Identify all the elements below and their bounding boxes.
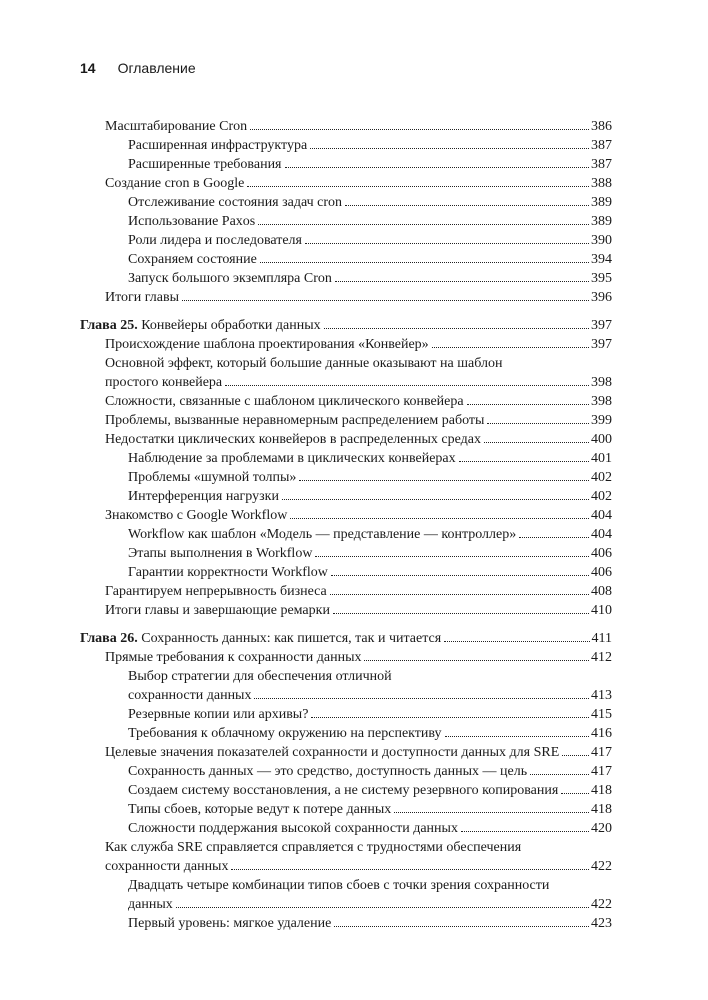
toc-entry-title-line: Как служба SRE справляется справляется с трудностями обеспечения	[105, 840, 522, 855]
dot-leader	[260, 262, 589, 263]
toc-entry[interactable]	[80, 743, 612, 762]
toc-entry[interactable]	[80, 819, 612, 838]
toc-page-number: 398	[591, 394, 612, 409]
toc-entry-text: Сохраняем состояние	[128, 252, 257, 267]
toc-page-number: 399	[591, 413, 612, 428]
toc-entry[interactable]	[80, 648, 612, 667]
toc-entry-title	[105, 117, 247, 136]
toc-entry[interactable]	[80, 354, 612, 392]
toc-entry-title	[128, 250, 257, 269]
toc-entry-text: Целевые значения показателей сохранности и доступности данных для SRE	[105, 745, 560, 760]
dot-leader	[459, 461, 589, 462]
dot-leader	[519, 537, 589, 538]
toc-entry[interactable]	[80, 449, 612, 468]
toc-page-number: 417	[591, 764, 612, 779]
toc-page-number: 418	[591, 783, 612, 798]
toc-page-number: 406	[591, 546, 612, 561]
toc-entry-text: Первый уровень: мягкое удаление	[128, 916, 332, 931]
toc-entry-text: Наблюдение за проблемами в циклических конвейерах	[128, 451, 456, 466]
toc-entry-title	[128, 563, 328, 582]
toc-entry-title	[128, 724, 442, 743]
dot-leader	[290, 518, 589, 519]
toc-entry[interactable]	[80, 724, 612, 743]
header-title: Оглавление	[117, 60, 196, 76]
dot-leader	[285, 167, 590, 168]
toc-entry-text: Запуск большого экземпляра Cron	[128, 271, 332, 286]
toc-entry-title	[105, 857, 228, 876]
toc-entry-title	[128, 819, 458, 838]
toc-entry-title	[128, 525, 516, 544]
toc-entry-title	[105, 411, 484, 430]
toc-entry-text: Конвейеры обработки данных	[141, 318, 321, 333]
toc-entry[interactable]	[80, 193, 612, 212]
toc-page-number: 400	[591, 432, 612, 447]
toc-entry-title-line: Двадцать четыре комбинации типов сбоев с точки зрения сохранности	[128, 878, 550, 893]
toc-entry-text: простого конвейера	[105, 375, 223, 390]
toc-entry-text: Создаем систему восстановления, а не систему резервного копирования	[128, 783, 559, 798]
toc-page-number: 401	[591, 451, 612, 466]
toc-page-number: 408	[591, 584, 612, 599]
toc-entry[interactable]	[80, 468, 612, 487]
toc-entry[interactable]	[80, 705, 612, 724]
toc-page-number: 413	[591, 688, 612, 703]
toc-page-number: 416	[591, 726, 612, 741]
toc-entry[interactable]	[80, 876, 612, 914]
toc-page-number: 395	[591, 271, 612, 286]
toc-entry-last-line	[128, 895, 612, 914]
dot-leader	[282, 499, 589, 500]
toc-page-number: 415	[591, 707, 612, 722]
toc-entry-text: Итоги главы	[105, 290, 180, 305]
toc-entry[interactable]	[80, 667, 612, 705]
toc-page-number: 422	[591, 897, 612, 912]
dot-leader	[487, 423, 589, 424]
toc-entry-text: Сложности, связанные с шаблоном циклического конвейера	[105, 394, 464, 409]
toc-entry-title	[105, 430, 481, 449]
dot-leader	[334, 926, 589, 927]
toc-page-number: 389	[591, 214, 612, 229]
toc-entry[interactable]	[80, 506, 612, 525]
toc-entry-text: Резервные копии или архивы?	[128, 707, 309, 722]
toc-entry[interactable]	[80, 762, 612, 781]
toc-entry-title	[105, 582, 327, 601]
dot-leader	[444, 641, 589, 642]
toc-entry[interactable]	[80, 487, 612, 506]
toc-entry-title	[128, 269, 332, 288]
toc-entry[interactable]	[80, 269, 612, 288]
toc-entry-title	[128, 136, 307, 155]
dot-leader	[231, 869, 589, 870]
dot-leader	[445, 736, 589, 737]
toc-entry-text: Требования к облачному окружению на перспективу	[128, 726, 442, 741]
toc-entry-title-line: Основной эффект, который большие данные оказывают на шаблон	[105, 356, 503, 371]
dot-leader	[333, 613, 589, 614]
toc-entry[interactable]	[80, 563, 612, 582]
toc-page-number: 390	[591, 233, 612, 248]
toc-entry-title	[128, 193, 342, 212]
toc-entry-last-line	[105, 373, 612, 392]
dot-leader	[345, 205, 589, 206]
toc-entry-text: Итоги главы и завершающие ремарки	[105, 603, 330, 618]
toc-entry-text: Гарантируем непрерывность бизнеса	[105, 584, 327, 599]
page-number: 14	[80, 60, 96, 76]
toc-entry[interactable]	[80, 781, 612, 800]
dot-leader	[250, 129, 589, 130]
toc-page-number: 404	[591, 527, 612, 542]
toc-page-number: 420	[591, 821, 612, 836]
toc-entry[interactable]	[80, 525, 612, 544]
toc-page-number: 397	[591, 318, 612, 333]
toc-entry[interactable]	[80, 601, 612, 620]
toc-entry-text: Роли лидера и последователя	[128, 233, 302, 248]
dot-leader	[310, 148, 589, 149]
toc-entry-text: Типы сбоев, которые ведут к потере данных	[128, 802, 392, 817]
toc-entry-title	[105, 174, 244, 193]
toc-entry-last-line	[128, 686, 612, 705]
toc-entry-title	[128, 231, 302, 250]
dot-leader	[324, 328, 589, 329]
toc-page-number: 402	[591, 470, 612, 485]
toc-entry-text: Масштабирование Cron	[105, 119, 248, 134]
toc-entry-title	[80, 629, 441, 648]
dot-leader	[311, 717, 589, 718]
toc-entry-title	[128, 705, 308, 724]
toc-entry[interactable]	[80, 155, 612, 174]
toc-entry-title	[105, 601, 330, 620]
toc-entry-text: Расширенные требования	[128, 157, 282, 172]
toc-entry[interactable]	[80, 117, 612, 136]
toc-page-number: 422	[591, 859, 612, 874]
dot-leader	[484, 442, 589, 443]
dot-leader	[530, 774, 589, 775]
toc-entry-title	[105, 373, 222, 392]
toc-entry[interactable]	[80, 212, 612, 231]
dot-leader	[394, 812, 589, 813]
toc-entry-title	[105, 506, 287, 525]
toc-entry[interactable]	[80, 838, 612, 876]
toc-page-number: 406	[591, 565, 612, 580]
toc-entry-text: Проблемы «шумной толпы»	[128, 470, 297, 485]
toc-entry-title-line: Выбор стратегии для обеспечения отличной	[128, 669, 392, 684]
toc-entry-text: Сохранность данных: как пишется, так и читается	[141, 631, 442, 646]
dot-leader	[182, 300, 589, 301]
toc-entry-title	[128, 544, 312, 563]
dot-leader	[335, 281, 589, 282]
dot-leader	[364, 660, 589, 661]
toc-page-number: 404	[591, 508, 612, 523]
toc-page-number: 397	[591, 337, 612, 352]
toc-entry-title	[128, 212, 255, 231]
toc-entry-text: Создание cron в Google	[105, 176, 245, 191]
toc-entry-text: Проблемы, вызванные неравномерным распределением работы	[105, 413, 485, 428]
dot-leader	[432, 347, 589, 348]
toc-entry-title	[128, 487, 279, 506]
toc-entry-text: Сохранность данных — это средство, доступность данных — цель	[128, 764, 528, 779]
toc-chapter-entry[interactable]	[80, 316, 612, 335]
toc-entry[interactable]	[80, 392, 612, 411]
toc-entry-text: Интерференция нагрузки	[128, 489, 279, 504]
toc-entry-title	[128, 686, 251, 705]
toc-entry-text: Прямые требования к сохранности данных	[105, 650, 362, 665]
dot-leader	[467, 404, 589, 405]
toc-page-number: 396	[591, 290, 612, 305]
toc-entry-text: Недостатки циклических конвейеров в распределенных средах	[105, 432, 481, 447]
toc-entry[interactable]	[80, 914, 612, 933]
chapter-label: Глава 25.	[80, 318, 138, 333]
toc-page-number: 410	[591, 603, 612, 618]
dot-leader	[258, 224, 589, 225]
toc-page-number: 418	[591, 802, 612, 817]
toc-entry[interactable]	[80, 136, 612, 155]
chapter-label: Глава 26.	[80, 631, 138, 646]
toc-entry-title	[105, 392, 464, 411]
toc-page-number: 387	[591, 157, 612, 172]
toc-entry-title	[105, 743, 559, 762]
running-header	[80, 58, 196, 78]
toc-entry-title	[128, 914, 331, 933]
toc-entry[interactable]	[80, 231, 612, 250]
toc-entry-title	[128, 800, 391, 819]
toc-page-number: 423	[591, 916, 612, 931]
dot-leader	[305, 243, 589, 244]
toc-entry[interactable]	[80, 544, 612, 563]
toc-entry-title	[128, 155, 282, 174]
toc-entry-text: Знакомство с Google Workflow	[105, 508, 288, 523]
toc-page-number: 412	[591, 650, 612, 665]
toc-entry-title	[105, 335, 429, 354]
toc-entry-text: Расширенная инфраструктура	[128, 138, 308, 153]
toc-chapter-entry[interactable]	[80, 629, 612, 648]
toc-entry-text: Гарантии корректности Workflow	[128, 565, 328, 580]
toc-entry-last-line	[105, 857, 612, 876]
toc-entry[interactable]	[80, 288, 612, 307]
toc-page-number: 386	[591, 119, 612, 134]
toc-entry-title	[128, 468, 296, 487]
dot-leader	[247, 186, 589, 187]
toc-entry[interactable]	[80, 335, 612, 354]
toc-entry[interactable]	[80, 800, 612, 819]
toc-entry-text: Workflow как шаблон «Модель — представление — контроллер»	[128, 527, 517, 542]
toc-entry-title	[80, 316, 321, 335]
toc-entry[interactable]	[80, 430, 612, 449]
toc-page-number: 394	[591, 252, 612, 267]
dot-leader	[561, 793, 589, 794]
toc-entry[interactable]	[80, 411, 612, 430]
dot-leader	[176, 907, 589, 908]
dot-leader	[254, 698, 589, 699]
dot-leader	[331, 575, 589, 576]
toc-entry-title	[105, 288, 179, 307]
toc-entry-text: сохранности данных	[128, 688, 252, 703]
dot-leader	[315, 556, 589, 557]
toc-page-number: 402	[591, 489, 612, 504]
toc-entry-text: Отслеживание состояния задач cron	[128, 195, 343, 210]
toc-entry-text: сохранности данных	[105, 859, 229, 874]
toc-entry-text: данных	[128, 897, 173, 912]
toc-page-number: 417	[591, 745, 612, 760]
toc-entry-title	[128, 449, 456, 468]
toc-page-number: 389	[591, 195, 612, 210]
toc-entry-title	[128, 895, 173, 914]
toc-page-number: 398	[591, 375, 612, 390]
toc-entry[interactable]	[80, 250, 612, 269]
toc-entry-title	[128, 762, 527, 781]
toc-page-number: 388	[591, 176, 612, 191]
dot-leader	[461, 831, 589, 832]
toc-page-number: 387	[591, 138, 612, 153]
table-of-contents	[80, 117, 612, 933]
toc-entry[interactable]	[80, 174, 612, 193]
toc-entry-text: Этапы выполнения в Workflow	[128, 546, 313, 561]
toc-entry[interactable]	[80, 582, 612, 601]
dot-leader	[299, 480, 589, 481]
toc-entry-title	[128, 781, 558, 800]
dot-leader	[330, 594, 589, 595]
toc-entry-title	[105, 648, 361, 667]
dot-leader	[225, 385, 589, 386]
toc-entry-text: Сложности поддержания высокой сохранности данных	[128, 821, 458, 836]
toc-page-number: 411	[591, 631, 612, 646]
dot-leader	[562, 755, 589, 756]
toc-entry-text: Происхождение шаблона проектирования «Конвейер»	[105, 337, 429, 352]
toc-entry-text: Использование Paxos	[128, 214, 256, 229]
